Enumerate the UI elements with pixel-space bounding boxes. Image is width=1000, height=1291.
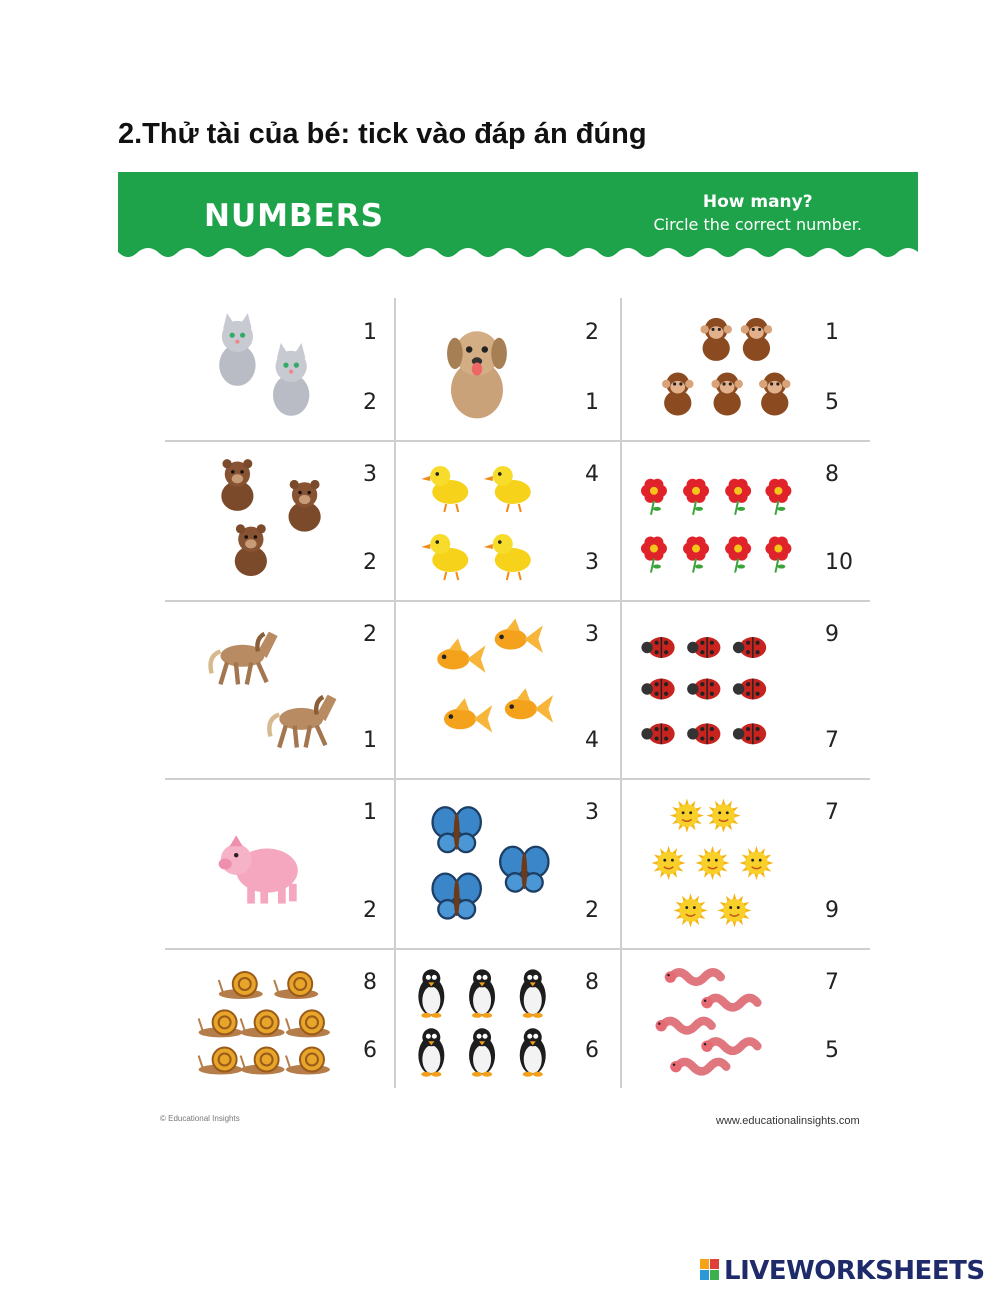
grid-divider [165, 600, 870, 602]
answer-option[interactable]: 2 [363, 550, 377, 575]
flower-picture [632, 446, 815, 594]
numbers-banner [118, 172, 918, 262]
website-link[interactable]: www.educationalinsights.com [716, 1115, 860, 1127]
answer-option[interactable]: 10 [825, 550, 853, 575]
answer-option[interactable]: 1 [363, 800, 377, 825]
pig-picture [187, 784, 355, 942]
answer-option[interactable]: 6 [585, 1038, 599, 1063]
ladybug-picture [632, 606, 815, 772]
answer-option[interactable]: 4 [585, 462, 599, 487]
snail-picture [187, 954, 355, 1082]
answer-option[interactable]: 6 [363, 1038, 377, 1063]
answer-option[interactable]: 8 [363, 970, 377, 995]
dog-picture [406, 304, 575, 434]
answer-option[interactable]: 9 [825, 622, 839, 647]
answer-option[interactable]: 7 [825, 800, 839, 825]
butterfly-picture [406, 784, 575, 942]
answer-option[interactable]: 7 [825, 970, 839, 995]
grid-divider [165, 778, 870, 780]
answer-option[interactable]: 2 [363, 898, 377, 923]
goldfish-picture [406, 606, 575, 772]
monkey-picture [632, 304, 815, 434]
counting-grid [165, 298, 870, 1088]
answer-option[interactable]: 1 [363, 320, 377, 345]
liveworksheets-icon [700, 1259, 720, 1281]
brand-name: LIVEWORKSHEETS [724, 1256, 985, 1286]
cat-picture [187, 304, 355, 434]
answer-option[interactable]: 2 [363, 390, 377, 415]
copyright: © Educational Insights [160, 1114, 240, 1123]
answer-option[interactable]: 3 [585, 800, 599, 825]
answer-option[interactable]: 9 [825, 898, 839, 923]
answer-option[interactable]: 1 [585, 390, 599, 415]
page-heading: 2.Thử tài của bé: tick vào đáp án đúng [118, 118, 647, 150]
grid-divider [165, 440, 870, 442]
banner-instruction: Circle the correct number. [653, 215, 862, 234]
grid-divider [620, 298, 622, 1088]
answer-option[interactable]: 7 [825, 728, 839, 753]
answer-option[interactable]: 1 [363, 728, 377, 753]
banner-instructions [653, 192, 862, 234]
worm-picture [632, 954, 815, 1082]
penguin-picture [406, 954, 575, 1082]
answer-option[interactable]: 3 [585, 550, 599, 575]
banner-question: How many? [702, 192, 813, 212]
answer-option[interactable]: 2 [585, 320, 599, 345]
bear-picture [187, 446, 355, 594]
answer-option[interactable]: 5 [825, 1038, 839, 1063]
sun-picture [632, 784, 815, 942]
answer-option[interactable]: 3 [585, 622, 599, 647]
answer-option[interactable]: 2 [585, 898, 599, 923]
grid-divider [394, 298, 396, 1088]
answer-option[interactable]: 4 [585, 728, 599, 753]
answer-option[interactable]: 5 [825, 390, 839, 415]
banner-title: NUMBERS [204, 198, 384, 234]
answer-option[interactable]: 8 [585, 970, 599, 995]
answer-option[interactable]: 8 [825, 462, 839, 487]
answer-option[interactable]: 2 [363, 622, 377, 647]
answer-option[interactable]: 1 [825, 320, 839, 345]
duck-picture [406, 446, 575, 594]
horse-picture [187, 606, 355, 772]
answer-option[interactable]: 3 [363, 462, 377, 487]
grid-divider [165, 948, 870, 950]
